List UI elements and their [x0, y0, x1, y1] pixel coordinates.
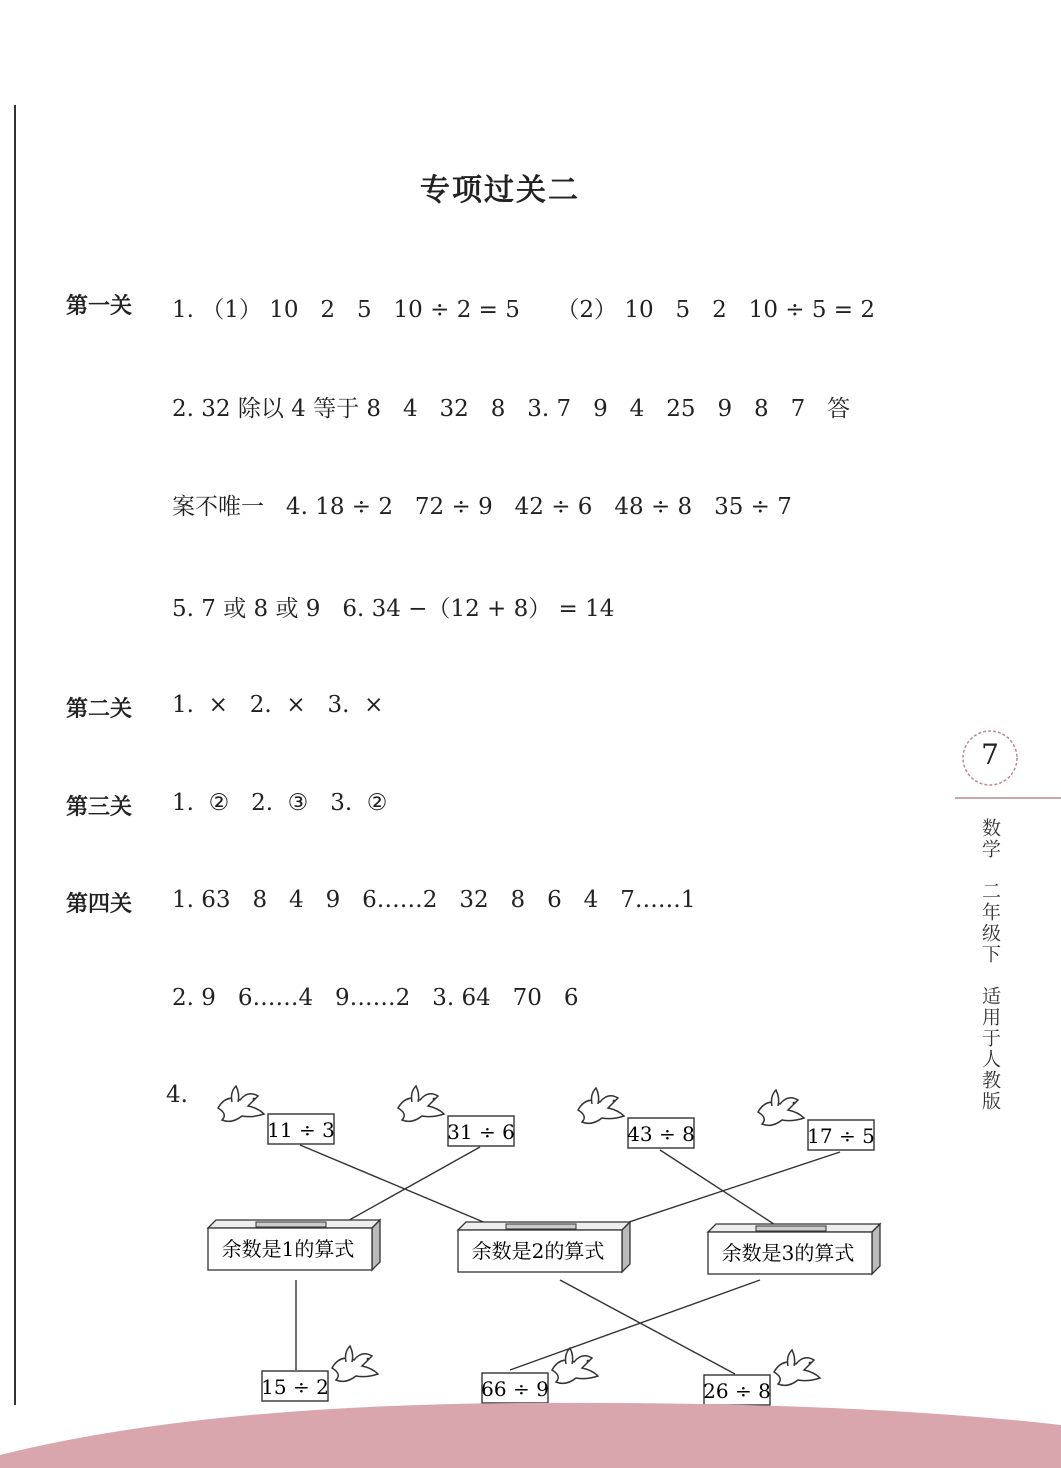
remainder-box-label: 余数是2的算式	[471, 1239, 605, 1263]
top-card-label: 31 ÷ 6	[447, 1120, 515, 1144]
top-card-label: 17 ÷ 5	[807, 1124, 875, 1148]
dove-icon	[578, 1088, 624, 1123]
top-card	[758, 1090, 875, 1150]
answer-line: 2. 9 6……4 9……2 3. 64 70 6	[172, 985, 579, 1011]
answer-line: 1. （1） 10 2 5 10 ÷ 2 = 5 （2） 10 5 2 10 ÷ 5 = 2	[172, 297, 876, 323]
dove-icon	[398, 1086, 444, 1121]
answer-line: 1. × 2. × 3. ×	[172, 692, 384, 718]
section-label-3: 第三关	[66, 795, 133, 820]
dove-icon	[552, 1348, 598, 1383]
page-number: 7	[981, 738, 999, 771]
answer-line: 1. ② 2. ③ 3. ②	[172, 790, 388, 816]
top-card	[398, 1086, 515, 1146]
bottom-card-label: 15 ÷ 2	[261, 1375, 329, 1399]
answer-line: 4.	[166, 1082, 188, 1108]
answer-line: 5. 7 或 8 或 9 6. 34 −（12 + 8） = 14	[172, 596, 615, 622]
matching-diagram	[160, 1070, 920, 1415]
top-card-label: 11 ÷ 3	[267, 1118, 335, 1142]
left-margin-rule	[14, 105, 16, 1405]
answer-line: 2. 32 除以 4 等于 8 4 32 8 3. 7 9 4 25 9 8 7 答	[172, 396, 851, 422]
remainder-box	[708, 1224, 880, 1274]
bottom-card-label: 26 ÷ 8	[703, 1379, 771, 1403]
section-label-4: 第四关	[66, 892, 133, 917]
dove-icon	[332, 1346, 378, 1381]
remainder-box	[208, 1220, 380, 1270]
dove-icon	[218, 1086, 264, 1121]
bottom-card-label: 66 ÷ 9	[481, 1377, 549, 1401]
bottom-decorative-band	[0, 1385, 1061, 1468]
top-card-label: 43 ÷ 8	[627, 1122, 695, 1146]
top-card	[218, 1086, 335, 1144]
dove-icon	[774, 1350, 820, 1385]
remainder-box	[458, 1222, 630, 1272]
dove-icon	[758, 1090, 804, 1125]
top-card	[578, 1088, 695, 1148]
side-divider	[955, 797, 1061, 799]
section-label-1: 第一关	[66, 294, 133, 319]
book-info-side-text: 数学 二年级下 适用于人教版	[979, 818, 1001, 1112]
remainder-box-label: 余数是1的算式	[221, 1237, 355, 1261]
remainder-box-label: 余数是3的算式	[721, 1241, 855, 1265]
section-label-2: 第二关	[66, 697, 133, 722]
page-title: 专项过关二	[420, 173, 580, 208]
answer-line: 1. 63 8 4 9 6……2 32 8 6 4 7……1	[172, 887, 696, 913]
answer-line: 案不唯一 4. 18 ÷ 2 72 ÷ 9 42 ÷ 6 48 ÷ 8 35 ÷ 7	[172, 494, 792, 520]
